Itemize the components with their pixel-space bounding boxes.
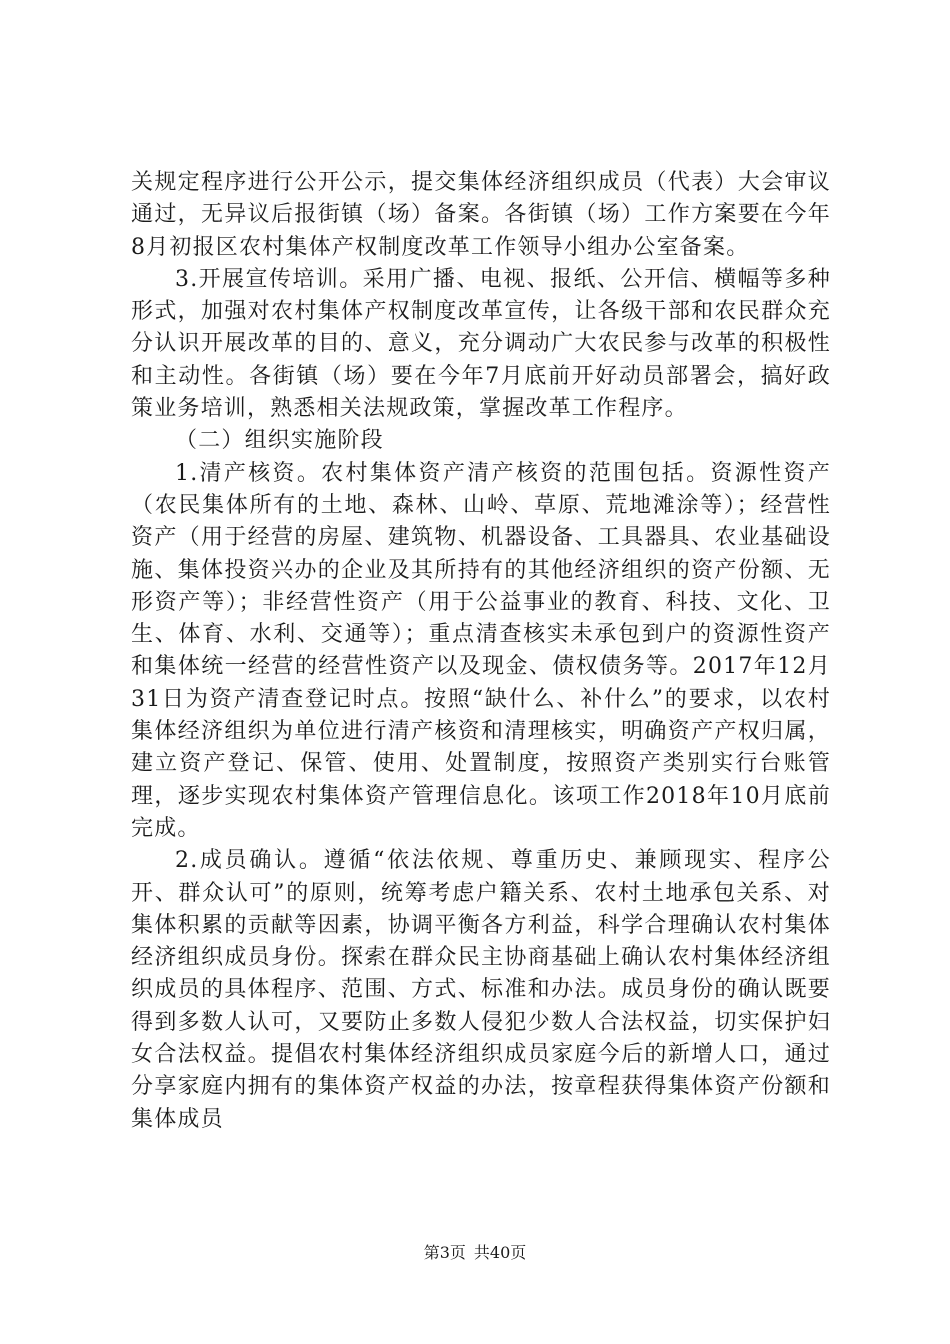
- page-total: 共40页: [473, 1243, 527, 1262]
- paragraph-continuation: 关规定程序进行公开公示，提交集体经济组织成员（代表）大会审议通过，无异议后报街镇（场）备案。各街镇（场）工作方案要在今年8月初报区农村集体产权制度改革工作领导小组办公室备案。: [131, 170, 831, 260]
- paragraph-member-confirmation: 2.成员确认。遵循“依法依规、尊重历史、兼顾现实、程序公开、群众认可”的原则，统筹考虑户籍关系、农村土地承包关系、对集体积累的贡献等因素，协调平衡各方利益，科学合理确认农村集体经济组织成员身份。探索在群众民主协商基础上确认农村集体经济组织成员的具体程序、范围、方式、标准和办法。成员身份的确认既要得到多数人认可，又要防止多数人侵犯少数人合法权益，切实保护妇女合法权益。提倡农村集体经济组织成员家庭今后的新增人口，通过分享家庭内拥有的集体资产权益的办法，按章程获得集体资产份额和集体成员: [131, 848, 831, 1132]
- page-number: 第3页: [423, 1243, 466, 1262]
- paragraph-publicity-training: 3.开展宣传培训。采用广播、电视、报纸、公开信、横幅等多种形式，加强对农村集体产权制度改革宣传，让各级干部和农民群众充分认识开展改革的目的、意义，充分调动广大农民参与改革的积极性和主动性。各街镇（场）要在今年7月底前开好动员部署会，搞好政策业务培训，熟悉相关法规政策，掌握改革工作程序。: [131, 266, 831, 422]
- page-footer: [0, 1243, 950, 1263]
- section-heading-implementation: （二）组织实施阶段: [175, 428, 384, 454]
- paragraph-asset-verification: 1.清产核资。农村集体资产清产核资的范围包括。资源性资产（农民集体所有的土地、森林、山岭、草原、荒地滩涂等）；经营性资产（用于经营的房屋、建筑物、机器设备、工具器具、农业基础设施、集体投资兴办的企业及其所持有的其他经济组织的资产份额、无形资产等）；非经营性资产（用于公益事业的教育、科技、文化、卫生、体育、水利、交通等）；重点清查核实未承包到户的资源性资产和集体统一经营的经营性资产以及现金、债权债务等。2017年12月31日为资产清查登记时点。按照“缺什么、补什么”的要求，以农村集体经济组织为单位进行清产核资和清理核实，明确资产产权归属，建立资产登记、保管、使用、处置制度，按照资产类别实行台账管理，逐步实现农村集体资产管理信息化。该项工作2018年10月底前完成。: [131, 460, 831, 841]
- document-body: [131, 167, 831, 1136]
